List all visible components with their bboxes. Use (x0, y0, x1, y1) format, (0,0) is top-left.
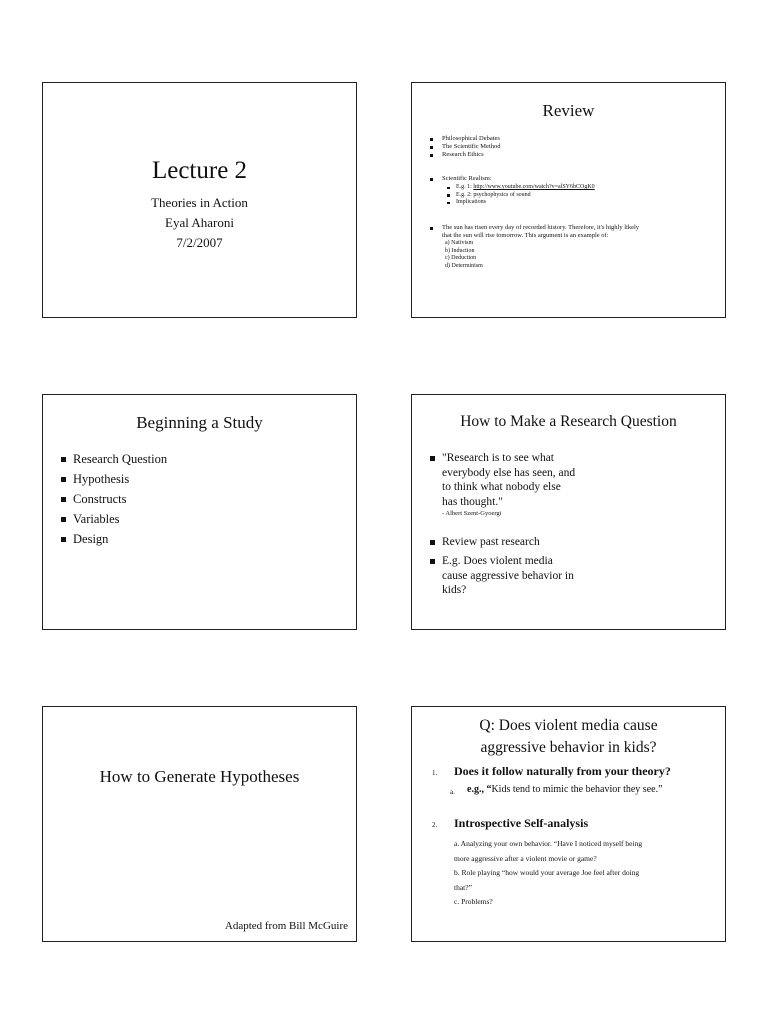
list-item: E.g. Does violent media cause aggressive behavior in kids? (442, 554, 592, 598)
question-title: Q: Does violent media cause aggressive behavior in kids? (479, 717, 658, 756)
question-list (442, 224, 717, 240)
item-number: 1. (432, 769, 438, 777)
lecture-subtitle: Theories in Action (151, 195, 248, 210)
list-item: Implications (456, 199, 706, 207)
slide-beginning-study (42, 394, 357, 630)
list-item: Research Ethics (442, 151, 717, 159)
slide-lecture-title (42, 82, 357, 318)
list-item: Design (73, 531, 167, 551)
answer-options: a) Nativism b) Induction c) Deduction d) Determinism (445, 240, 483, 269)
list-item: E.g. 2: psychophysics of sound (456, 192, 706, 200)
adapted-from-credit: Adapted from Bill McGuire (224, 920, 348, 932)
research-question-title: How to Make a Research Question (460, 413, 677, 430)
list-item: Scientific Realism: (442, 175, 717, 183)
self-analysis-heading: Introspective Self-analysis (454, 816, 589, 830)
example-list (442, 554, 592, 598)
generate-hypotheses-title: How to Generate Hypotheses (99, 767, 300, 786)
example-text: e.g., “Kids tend to mimic the behavior they see.” (467, 784, 663, 795)
realism-sublist (456, 184, 706, 207)
slide-generate-hypotheses (42, 706, 357, 942)
list-item: E.g. 1: http://www.youtube.com/watch?v=alSY6bCOgK0 (456, 184, 706, 192)
list-item: Hypothesis (73, 471, 167, 491)
theory-heading: Does it follow naturally from your theory? (454, 764, 671, 778)
lecture-author: Eyal Aharoni (165, 215, 234, 230)
list-item: Constructs (73, 491, 167, 511)
list-item: Variables (73, 511, 167, 531)
list-item: Review past research (442, 535, 592, 550)
realism-list (442, 175, 717, 183)
item-letter: a. (450, 788, 455, 796)
lecture-title: Lecture 2 (151, 157, 248, 184)
quote-list (442, 451, 592, 518)
list-item: Philosophical Debates (442, 135, 717, 143)
slide-review (411, 82, 726, 318)
slide-violent-media-question (411, 706, 726, 942)
item-number: 2. (432, 821, 438, 829)
list-item: The Scientific Method (442, 143, 717, 151)
self-analysis-details: a. Analyzing your own behavior. “Have I noticed myself being more aggressive after a violent movie or game? b. Role playing “how would your average Joe feel after doing that?” c. Problems? (454, 839, 643, 906)
review-research-list (442, 535, 592, 550)
youtube-link[interactable]: http://www.youtube.com/watch?v=alSY6bCOgK0 (473, 184, 595, 190)
list-item: Research Question (73, 451, 167, 471)
quote-attribution: - Albert Szent-Gyoergi (442, 510, 502, 517)
lecture-date: 7/2/2007 (176, 235, 223, 250)
review-topics-list (442, 135, 717, 159)
slide-research-question (411, 394, 726, 630)
review-title: Review (542, 101, 595, 120)
list-item: "Research is to see what everybody else has seen, and to think what nobody else has thought." - Albert Szent-Gyoergi (442, 451, 592, 518)
beginning-study-title: Beginning a Study (136, 413, 263, 432)
list-item: The sun has risen every day of recorded history. Therefore, it's highly likely that the sun will rise tomorrow. This argument is an example of: (442, 224, 717, 240)
study-steps-list (73, 451, 167, 551)
